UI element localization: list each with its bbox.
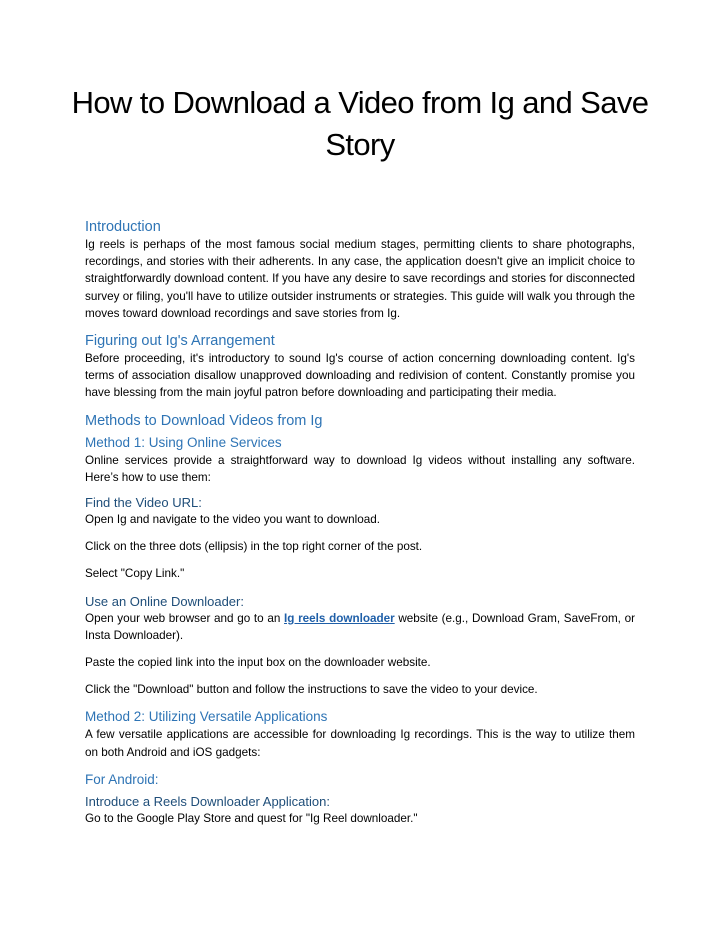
ig-reels-downloader-link[interactable]: Ig reels downloader bbox=[284, 611, 395, 625]
online-downloader-step-2: Paste the copied link into the input box on the downloader website. bbox=[85, 656, 431, 670]
online-downloader-heading: Use an Online Downloader: bbox=[85, 593, 244, 609]
find-url-heading: Find the Video URL: bbox=[85, 495, 202, 511]
reels-app-heading: Introduce a Reels Downloader Application: bbox=[85, 793, 330, 809]
method1-paragraph: Online services provide a straightforward way to download Ig videos without installing any software. Here’s how to use them: bbox=[85, 453, 635, 484]
method1-heading: Method 1: Using Online Services bbox=[85, 434, 282, 450]
policy-paragraph: Before proceeding, it's introductory to sound Ig's course of action concerning downloading content. Ig's terms of association disallow unapproved downloading and redivision of content. Constantly promise you have blessing from the main joyful patron before downloading and participating their media. bbox=[85, 352, 635, 400]
android-step-1: Go to the Google Play Store and quest for "Ig Reel downloader." bbox=[85, 811, 418, 825]
online-downloader-step-1 bbox=[85, 610, 635, 644]
introduction-heading: Introduction bbox=[85, 219, 161, 235]
online-downloader-step-3: Click the "Download" button and follow the instructions to save the video to your device. bbox=[85, 683, 538, 697]
document-body bbox=[85, 218, 635, 827]
method2-paragraph: A few versatile applications are accessible for downloading Ig recordings. This is the way to utilize them on both Android and iOS gadgets: bbox=[85, 728, 635, 759]
page-title: How to Download a Video from Ig and Save Story bbox=[71, 85, 649, 162]
method2-heading: Method 2: Utilizing Versatile Applications bbox=[85, 709, 328, 725]
step1-text-after: website (e.g., Download Gram, SaveFrom, or Insta Downloader). bbox=[85, 611, 636, 642]
introduction-paragraph: Ig reels is perhaps of the most famous social medium stages, permitting clients to share photographs, recordings, and stories with their adherents. In any case, the application doesn't give an implicit choice to straightforwardly download content. If you have any desire to save recordings and stories for disconnected survey or filing, you'll have to utilize outsider instruments or strategies. This guide will walk you through the moves toward download recordings and save stories from Ig. bbox=[85, 238, 635, 320]
methods-heading: Methods to Download Videos from Ig bbox=[85, 412, 323, 429]
step1-text-before: Open your web browser and go to an bbox=[85, 611, 285, 625]
find-url-step-1: Open Ig and navigate to the video you want to download. bbox=[85, 513, 380, 527]
find-url-step-2: Click on the three dots (ellipsis) in the top right corner of the post. bbox=[85, 540, 423, 554]
find-url-step-3: Select "Copy Link." bbox=[85, 567, 185, 581]
policy-heading: Figuring out Ig's Arrangement bbox=[85, 333, 275, 350]
android-heading: For Android: bbox=[85, 771, 159, 787]
